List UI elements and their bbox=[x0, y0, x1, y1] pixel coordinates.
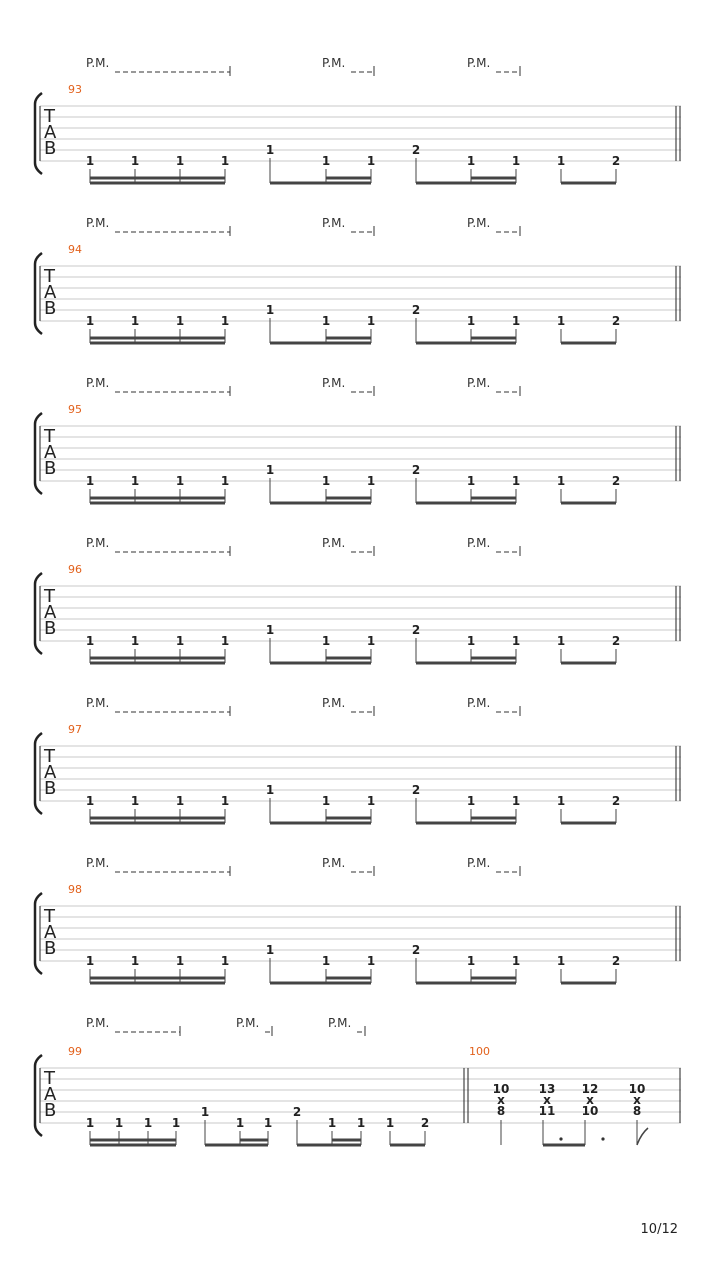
palm-mute-label: P.M. bbox=[467, 376, 491, 390]
tab-letter: A bbox=[44, 442, 57, 463]
fret-number: 1 bbox=[356, 1116, 366, 1130]
fret-number: 1 bbox=[85, 474, 95, 488]
fret-number: 1 bbox=[130, 794, 140, 808]
palm-mute-label: P.M. bbox=[322, 856, 346, 870]
fret-number: 1 bbox=[321, 314, 331, 328]
system-bracket bbox=[35, 1055, 42, 1136]
fret-number: 1 bbox=[175, 154, 185, 168]
system-bracket bbox=[35, 413, 42, 494]
fret-number: 1 bbox=[466, 314, 476, 328]
chord-fret-bottom: 11 bbox=[538, 1104, 556, 1118]
fret-number: 1 bbox=[265, 783, 275, 797]
tab-letter: B bbox=[44, 938, 57, 959]
tab-letter: A bbox=[44, 1084, 57, 1105]
fret-number: 1 bbox=[366, 314, 376, 328]
palm-mute-label: P.M. bbox=[86, 536, 110, 550]
fret-number: 1 bbox=[511, 634, 521, 648]
palm-mute-label: P.M. bbox=[467, 216, 491, 230]
fret-number: 1 bbox=[263, 1116, 273, 1130]
fret-number: 2 bbox=[411, 463, 421, 477]
fret-number: 1 bbox=[220, 474, 230, 488]
tab-letter: T bbox=[44, 906, 55, 927]
fret-number: 1 bbox=[175, 634, 185, 648]
fret-number: 2 bbox=[611, 474, 621, 488]
tab-letter: T bbox=[44, 426, 55, 447]
tab-letter: B bbox=[44, 1100, 57, 1121]
chord-dead-note: x bbox=[543, 1093, 551, 1107]
fret-number: 1 bbox=[175, 474, 185, 488]
fret-number: 1 bbox=[85, 954, 95, 968]
fret-number: 1 bbox=[366, 474, 376, 488]
fret-number: 1 bbox=[321, 954, 331, 968]
tab-letter: T bbox=[44, 266, 55, 287]
tab-letter: B bbox=[44, 618, 57, 639]
tab-letter: T bbox=[44, 746, 55, 767]
tab-letter: T bbox=[44, 106, 55, 127]
fret-number: 1 bbox=[511, 474, 521, 488]
fret-number: 1 bbox=[556, 794, 566, 808]
fret-number: 1 bbox=[175, 314, 185, 328]
fret-number: 1 bbox=[556, 154, 566, 168]
fret-number: 1 bbox=[466, 794, 476, 808]
fret-number: 1 bbox=[556, 634, 566, 648]
fret-number: 2 bbox=[611, 154, 621, 168]
dot bbox=[559, 1137, 562, 1140]
palm-mute-label: P.M. bbox=[322, 56, 346, 70]
fret-number: 2 bbox=[292, 1105, 302, 1119]
palm-mute-label: P.M. bbox=[467, 56, 491, 70]
fret-number: 1 bbox=[366, 794, 376, 808]
tab-letter: B bbox=[44, 458, 57, 479]
palm-mute-label: P.M. bbox=[322, 536, 346, 550]
tab-letter: A bbox=[44, 602, 57, 623]
tab-letter: B bbox=[44, 298, 57, 319]
chord-dead-note: x bbox=[497, 1093, 505, 1107]
palm-mute-label: P.M. bbox=[86, 856, 110, 870]
palm-mute-label: P.M. bbox=[236, 1016, 260, 1030]
tab-letter: B bbox=[44, 138, 57, 159]
fret-number: 1 bbox=[265, 463, 275, 477]
fret-number: 1 bbox=[235, 1116, 245, 1130]
fret-number: 1 bbox=[511, 154, 521, 168]
fret-number: 2 bbox=[420, 1116, 430, 1130]
tab-letter: B bbox=[44, 778, 57, 799]
fret-number: 1 bbox=[220, 954, 230, 968]
tab-letter: A bbox=[44, 762, 57, 783]
tab-letter: T bbox=[44, 586, 55, 607]
palm-mute-label: P.M. bbox=[467, 696, 491, 710]
fret-number: 1 bbox=[265, 623, 275, 637]
fret-number: 1 bbox=[85, 634, 95, 648]
fret-number: 1 bbox=[511, 794, 521, 808]
system-bracket bbox=[35, 573, 42, 654]
palm-mute-label: P.M. bbox=[86, 1016, 110, 1030]
measure-number: 96 bbox=[68, 563, 82, 576]
fret-number: 1 bbox=[130, 954, 140, 968]
fret-number: 1 bbox=[85, 154, 95, 168]
fret-number: 1 bbox=[220, 794, 230, 808]
tab-letter: A bbox=[44, 922, 57, 943]
fret-number: 1 bbox=[366, 634, 376, 648]
fret-number: 1 bbox=[220, 154, 230, 168]
fret-number: 1 bbox=[321, 154, 331, 168]
measure-number: 94 bbox=[68, 243, 82, 256]
fret-number: 1 bbox=[466, 474, 476, 488]
fret-number: 1 bbox=[511, 954, 521, 968]
system-bracket bbox=[35, 733, 42, 814]
fret-number: 1 bbox=[466, 954, 476, 968]
tab-letter: T bbox=[44, 1068, 55, 1089]
fret-number: 1 bbox=[220, 634, 230, 648]
fret-number: 1 bbox=[327, 1116, 337, 1130]
fret-number: 1 bbox=[466, 154, 476, 168]
palm-mute-label: P.M. bbox=[86, 376, 110, 390]
fret-number: 1 bbox=[85, 794, 95, 808]
fret-number: 2 bbox=[611, 634, 621, 648]
chord-fret-bottom: 8 bbox=[632, 1104, 642, 1118]
fret-number: 1 bbox=[130, 314, 140, 328]
system-bracket bbox=[35, 253, 42, 334]
palm-mute-label: P.M. bbox=[467, 856, 491, 870]
chord-fret-top: 10 bbox=[628, 1082, 646, 1096]
fret-number: 1 bbox=[200, 1105, 210, 1119]
fret-number: 1 bbox=[85, 314, 95, 328]
measure-number: 100 bbox=[469, 1045, 490, 1058]
chord-fret-top: 12 bbox=[581, 1082, 599, 1096]
fret-number: 2 bbox=[411, 143, 421, 157]
chord-fret-top: 13 bbox=[538, 1082, 556, 1096]
fret-number: 1 bbox=[130, 634, 140, 648]
fret-number: 2 bbox=[611, 314, 621, 328]
fret-number: 2 bbox=[611, 954, 621, 968]
chord-fret-bottom: 10 bbox=[581, 1104, 599, 1118]
fret-number: 1 bbox=[265, 303, 275, 317]
fret-number: 1 bbox=[321, 794, 331, 808]
measure-number: 97 bbox=[68, 723, 82, 736]
system-bracket bbox=[35, 893, 42, 974]
fret-number: 1 bbox=[321, 634, 331, 648]
palm-mute-label: P.M. bbox=[86, 56, 110, 70]
fret-number: 1 bbox=[511, 314, 521, 328]
system-bracket bbox=[35, 93, 42, 174]
fret-number: 1 bbox=[143, 1116, 153, 1130]
fret-number: 1 bbox=[220, 314, 230, 328]
fret-number: 1 bbox=[556, 954, 566, 968]
chord-fret-bottom: 8 bbox=[496, 1104, 506, 1118]
fret-number: 1 bbox=[265, 143, 275, 157]
measure-number: 99 bbox=[68, 1045, 82, 1058]
dot bbox=[601, 1137, 604, 1140]
fret-number: 1 bbox=[114, 1116, 124, 1130]
fret-number: 1 bbox=[265, 943, 275, 957]
tab-letter: A bbox=[44, 122, 57, 143]
chord-dead-note: x bbox=[633, 1093, 641, 1107]
palm-mute-label: P.M. bbox=[86, 696, 110, 710]
fret-number: 1 bbox=[130, 474, 140, 488]
fret-number: 1 bbox=[366, 954, 376, 968]
fret-number: 1 bbox=[171, 1116, 181, 1130]
measure-number: 95 bbox=[68, 403, 82, 416]
palm-mute-label: P.M. bbox=[328, 1016, 352, 1030]
measure-number: 93 bbox=[68, 83, 82, 96]
fret-number: 1 bbox=[130, 154, 140, 168]
fret-number: 1 bbox=[556, 474, 566, 488]
chord-dead-note: x bbox=[586, 1093, 594, 1107]
flag bbox=[637, 1128, 648, 1145]
tab-letter: A bbox=[44, 282, 57, 303]
chord-fret-top: 10 bbox=[492, 1082, 510, 1096]
fret-number: 1 bbox=[466, 634, 476, 648]
fret-number: 2 bbox=[411, 303, 421, 317]
palm-mute-label: P.M. bbox=[467, 536, 491, 550]
fret-number: 1 bbox=[366, 154, 376, 168]
measure-number: 98 bbox=[68, 883, 82, 896]
page-number: 10/12 bbox=[640, 1222, 678, 1237]
fret-number: 2 bbox=[411, 943, 421, 957]
fret-number: 1 bbox=[175, 954, 185, 968]
palm-mute-label: P.M. bbox=[322, 696, 346, 710]
fret-number: 1 bbox=[385, 1116, 395, 1130]
fret-number: 2 bbox=[411, 783, 421, 797]
fret-number: 2 bbox=[611, 794, 621, 808]
palm-mute-label: P.M. bbox=[86, 216, 110, 230]
fret-number: 2 bbox=[411, 623, 421, 637]
fret-number: 1 bbox=[321, 474, 331, 488]
fret-number: 1 bbox=[556, 314, 566, 328]
fret-number: 1 bbox=[175, 794, 185, 808]
palm-mute-label: P.M. bbox=[322, 216, 346, 230]
fret-number: 1 bbox=[85, 1116, 95, 1130]
palm-mute-label: P.M. bbox=[322, 376, 346, 390]
